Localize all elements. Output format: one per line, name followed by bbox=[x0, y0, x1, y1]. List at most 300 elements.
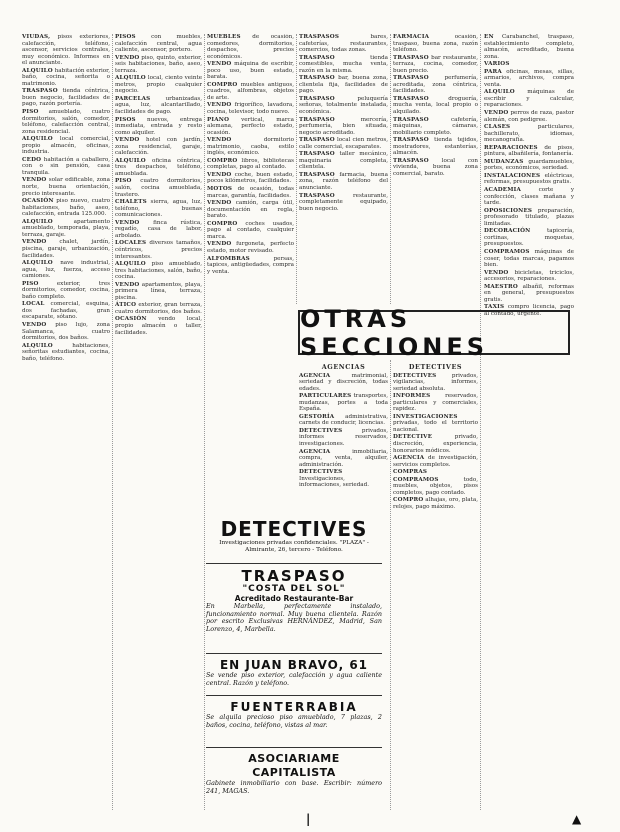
classified-ad-keyword: GESTORÍA bbox=[299, 413, 335, 420]
classified-ad-text: de investigación, servicios completos. bbox=[393, 455, 478, 468]
classified-ad bbox=[22, 34, 110, 67]
classified-ad-keyword: VENDO bbox=[207, 102, 232, 109]
traspaso-ad-subtitle: "COSTA DEL SOL" bbox=[242, 584, 346, 594]
classified-ad bbox=[393, 393, 478, 413]
classified-ad bbox=[393, 55, 478, 75]
classified-ad bbox=[484, 228, 574, 248]
classified-ad bbox=[207, 200, 294, 220]
asociarme-ad-body: Gabinete inmobiliario con base. Escribir: número 241, MAGAS. bbox=[206, 779, 382, 795]
classified-ad bbox=[484, 69, 574, 89]
column-rule bbox=[204, 34, 205, 810]
classified-ad bbox=[115, 137, 202, 157]
classified-ad-keyword: TRASPASO bbox=[393, 54, 429, 61]
classified-ad-text: privados, informes reservados, investigaciones. bbox=[299, 427, 388, 448]
classified-ad-text: mercería, perfumería, bien situada, negocio acreditado. bbox=[299, 116, 388, 136]
classified-ad-keyword: VENDO bbox=[207, 241, 232, 248]
classified-ad-keyword: VENDO bbox=[207, 200, 232, 207]
classified-ad-text: preparación, profesorado titulado, plazas limitadas. bbox=[484, 207, 574, 227]
classified-ad bbox=[299, 96, 388, 116]
classified-ad bbox=[22, 322, 110, 342]
classified-ad-keyword: CHALETS bbox=[115, 199, 147, 206]
classified-ad bbox=[393, 497, 478, 510]
classified-ad-text: transportes, mudanzas, portes a toda España. bbox=[299, 393, 388, 413]
classified-ad-keyword: TRASPASO bbox=[299, 116, 335, 123]
classified-ad-text: bar restaurante, terraza, cocina, comedor, buen precio. bbox=[393, 54, 478, 74]
classified-ad-keyword: PISOS bbox=[115, 34, 136, 40]
classified-ad-keyword: COMPRAMOS bbox=[484, 248, 530, 255]
classified-ad-keyword: OPOSICIONES bbox=[484, 207, 533, 214]
classified-ad-text: apartamento amueblado, temporada, playa, terraza, garaje. bbox=[22, 218, 110, 238]
classified-ad-text: de ocasión, todas marcas, garantía, facilidades. bbox=[207, 186, 294, 199]
classified-ad-text: perros de raza, pastor alemán, con pedigree. bbox=[484, 110, 574, 123]
classified-ad-text: guardamuebles, portes, económicos, seriedad. bbox=[484, 158, 574, 172]
classified-ad-keyword: ALQUILO bbox=[115, 261, 146, 268]
classified-ad-text: tienda céntrica, buen negocio, facilidades de pago, razón portería. bbox=[22, 88, 110, 108]
classified-ad-keyword: ALQUILO bbox=[115, 157, 146, 164]
classified-ad bbox=[393, 414, 478, 434]
classified-ad-keyword: TRASPASO bbox=[299, 54, 335, 61]
classified-ad-text: vendo local, propio almacén o taller, facilidades. bbox=[115, 316, 202, 336]
classified-ad-keyword: PIANO bbox=[207, 116, 230, 123]
classified-ad-text: piso nuevo, cuatro habitaciones, baño, aseo, calefacción, entrada 125.000. bbox=[22, 198, 110, 218]
classified-ad bbox=[115, 178, 202, 198]
classified-ad-text: comercial, esquina, dos fachadas, gran escaparate, sótano. bbox=[22, 301, 110, 321]
classified-ad-keyword: ALQUILO bbox=[22, 218, 53, 225]
classified-ad-text: diversos tamaños, céntricos, precios interesantes. bbox=[115, 240, 202, 260]
classified-column-2 bbox=[115, 34, 202, 809]
classified-ad-text: chalet, jardín, piscina, garaje, urbanización, facilidades. bbox=[22, 239, 110, 259]
classified-ad-keyword: DETECTIVES bbox=[393, 372, 437, 379]
classified-ad-text: farmacia, buena zona, razón teléfono del anunciante. bbox=[299, 171, 388, 192]
classified-ad-keyword: TRASPASO bbox=[299, 75, 335, 82]
classified-ad bbox=[393, 117, 478, 137]
classified-ad bbox=[115, 96, 202, 116]
agencias-column bbox=[299, 362, 388, 512]
classified-ad bbox=[299, 55, 388, 75]
classified-ad-text: habitación exterior, baño, cocina, señorita o matrimonio. bbox=[22, 67, 110, 87]
classified-ad-text: tienda tejidos, mostradores, estanterías, almacén. bbox=[393, 137, 478, 157]
classified-ad-keyword: VENDO bbox=[484, 269, 509, 276]
classified-ad-text: local con vivienda, buena zona comercial, barato. bbox=[393, 157, 478, 177]
classified-column-1 bbox=[22, 34, 110, 809]
classified-ad-text: taller mecánico, maquinaria completa, clientela. bbox=[299, 151, 388, 171]
classified-ad-keyword: ALFOMBRAS bbox=[207, 255, 250, 262]
classified-ad bbox=[115, 117, 202, 137]
classified-ad-text: de pisos, pintura, albañilería, fontanería. bbox=[484, 144, 574, 158]
classified-ad bbox=[484, 145, 574, 158]
classified-ad-keyword: ALQUILO bbox=[115, 75, 146, 82]
classified-ad bbox=[299, 373, 388, 393]
classified-ad-text: inmobiliaria, compra, venta, alquiler, administración. bbox=[299, 448, 388, 468]
classified-ad-text: coche, buen estado, pocos kilómetros, facilidades. bbox=[207, 171, 294, 185]
classified-ad-keyword: TRASPASO bbox=[393, 157, 429, 164]
classified-ad-text: matrimonial, seriedad y discreción, todas edades. bbox=[299, 372, 388, 392]
classified-ad-text: corte y confección, clases mañana y tarde. bbox=[484, 187, 574, 207]
classified-ad bbox=[22, 198, 110, 218]
classified-ad bbox=[115, 282, 202, 302]
classified-ad-text: exterior, tres dormitorios, comedor, cocina, baño completo. bbox=[22, 280, 110, 300]
section-banner-label: OTRAS SECCIONES bbox=[300, 304, 489, 361]
classified-ad-keyword: VENDO bbox=[484, 110, 509, 117]
classified-ad bbox=[484, 124, 574, 144]
classified-ad bbox=[207, 137, 294, 157]
classified-ad-text: oficina céntrica, tres despachos, teléfono, amueblada. bbox=[115, 157, 202, 177]
classified-ad-keyword: TRASPASO bbox=[299, 171, 335, 178]
classified-ad bbox=[115, 261, 202, 281]
classified-ad-keyword: VENDO bbox=[207, 61, 232, 68]
classified-ad-text: con muebles, calefacción central, agua caliente, ascensor, portero. bbox=[115, 34, 202, 54]
juan-bravo-ad-body: Se vende piso exterior, calefacción y agua caliente central. Razón y teléfono. bbox=[206, 671, 382, 687]
classified-ad bbox=[299, 428, 388, 448]
classified-ad-keyword: ACADEMIA bbox=[484, 187, 521, 194]
classified-ad-text: hotel con jardín, zona residencial, garaje, calefacción. bbox=[115, 137, 202, 157]
classified-ad-keyword: COMPRAMOS bbox=[393, 476, 439, 483]
classified-ad-keyword: TRASPASO bbox=[393, 95, 429, 102]
classified-ad-keyword: VENDO bbox=[22, 177, 47, 184]
classified-ad-text: habitación a caballero, con o sin pensión, casa tranquila. bbox=[22, 156, 110, 176]
classified-ad bbox=[299, 449, 388, 469]
classified-ad-keyword: PARTICULARES bbox=[299, 393, 352, 400]
classified-ad-text: persas, tapices, antigüedades, compra y venta. bbox=[207, 255, 294, 275]
classified-ad-keyword: INSTALACIONES bbox=[484, 172, 541, 179]
classified-ad-keyword: FARMACIA bbox=[393, 34, 430, 40]
classified-column-4 bbox=[299, 34, 388, 302]
classified-ad-text: vertical, marca alemana, perfecto estado, ocasión. bbox=[207, 116, 294, 136]
registration-mark: | bbox=[306, 812, 311, 826]
classified-ad bbox=[484, 187, 574, 207]
classified-ad bbox=[207, 102, 294, 115]
traspaso-ad bbox=[206, 568, 382, 654]
classified-ad-text: apartamentos, playa, primera línea, terraza, piscina. bbox=[115, 281, 202, 301]
classified-ad-text: eléctricas, reformas, presupuestos gratis. bbox=[484, 172, 574, 186]
classified-ad bbox=[22, 219, 110, 239]
classified-ad bbox=[207, 82, 294, 102]
classified-ad bbox=[484, 270, 574, 283]
classified-ad bbox=[484, 208, 574, 228]
classified-ad bbox=[207, 186, 294, 199]
classified-ad bbox=[207, 241, 294, 254]
classified-ad bbox=[207, 117, 294, 137]
classified-ad bbox=[299, 34, 388, 54]
column-rule bbox=[390, 34, 391, 304]
detectives-ad-line: Investigaciones privadas confidenciales. "PLAZA" - Almirante, 26, tercero - Teléfono. bbox=[219, 540, 369, 553]
classified-ad bbox=[207, 172, 294, 185]
classified-ad-keyword: TRASPASO bbox=[393, 116, 429, 123]
traspaso-ad-subtitle-2: Acreditado Restaurante-Bar bbox=[234, 594, 354, 603]
section-heading: AGENCIAS bbox=[321, 363, 366, 371]
classified-ad bbox=[393, 137, 478, 157]
classified-ad-keyword: VENDO bbox=[115, 281, 140, 288]
classified-ad-keyword: INFORMES bbox=[393, 393, 431, 400]
classified-ad bbox=[484, 34, 574, 60]
classified-ad-keyword: OCASIÓN bbox=[22, 198, 54, 205]
classified-ad bbox=[207, 61, 294, 81]
detectives-ad-title: DETECTIVES bbox=[220, 517, 368, 541]
classified-ad-text: máquina de escribir, poco uso, buen estado, barata. bbox=[207, 61, 294, 81]
classified-ad-text: amueblado, cuatro dormitorios, salón, comedor, teléfono, calefacción central, zona residencial. bbox=[22, 109, 110, 135]
classified-ad-keyword: COMPRO bbox=[393, 497, 424, 504]
classified-ad-text: nave industrial, agua, luz, fuerza, acceso camiones. bbox=[22, 260, 110, 280]
classified-ad-keyword: OCASIÓN bbox=[115, 316, 147, 323]
traspaso-ad-body: En Marbella, perfectamente instalado, funcionamiento normal. Muy buena clientela. Razón por escrito Exclusivas HERNÁNDEZ, Madrid, San Lorenzo, 4, Marbella. bbox=[206, 602, 382, 633]
classified-ad bbox=[393, 469, 478, 476]
classified-ad-text: local cien metros, calle comercial, escaparates. bbox=[299, 137, 388, 150]
classified-ad bbox=[299, 393, 388, 413]
classified-ad bbox=[393, 373, 478, 393]
classified-ad-keyword: DETECTIVE bbox=[393, 434, 433, 441]
classified-ad bbox=[22, 157, 110, 177]
classified-ad-keyword: TRASPASO bbox=[299, 137, 335, 144]
classified-ad-keyword: MAESTRO bbox=[484, 283, 518, 290]
classified-ad-keyword: PARA bbox=[484, 68, 502, 75]
classified-ad-keyword: PISOS bbox=[115, 116, 136, 123]
column-rule bbox=[112, 34, 113, 810]
classified-ad-text: libros, bibliotecas completas, pago al contado. bbox=[207, 157, 294, 171]
classified-ad-text: bar, buena zona, clientela fija, facilidades de pago. bbox=[299, 75, 388, 95]
classified-ad-text: alhajas, oro, plata, relojes, pago máximo. bbox=[393, 497, 478, 510]
classified-ad-keyword: ALQUILO bbox=[484, 89, 515, 96]
classified-column-3 bbox=[207, 34, 294, 302]
classified-ad bbox=[484, 110, 574, 123]
classified-column-5 bbox=[393, 34, 478, 302]
classified-ad-keyword: TRASPASO bbox=[393, 137, 429, 144]
classified-ad-keyword: AGENCIA bbox=[299, 372, 331, 379]
classified-ad bbox=[115, 199, 202, 219]
classified-ad bbox=[484, 61, 574, 68]
classified-ad bbox=[22, 260, 110, 280]
classified-ad-text: perfumería, acreditada, zona céntrica, facilidades. bbox=[393, 75, 478, 95]
classified-ad bbox=[207, 221, 294, 241]
classified-ad bbox=[393, 75, 478, 95]
classified-ad bbox=[484, 284, 574, 304]
classified-ad-keyword: CEDO bbox=[22, 156, 42, 163]
classified-ad bbox=[299, 414, 388, 427]
classified-ad-text: piso, quinto, exterior, seis habitaciones, baño, aseo, terraza. bbox=[115, 54, 202, 74]
classified-ad-keyword: VENDO bbox=[22, 321, 47, 328]
classified-ad bbox=[115, 75, 202, 95]
classified-ad-keyword: MUDANZAS bbox=[484, 158, 524, 165]
classified-ad-text: bares, cafeterías, restaurantes, comercios, todas zonas. bbox=[299, 34, 388, 54]
classified-ad-keyword: EN bbox=[484, 34, 494, 40]
classified-ad-keyword: TRASPASOS bbox=[299, 34, 340, 40]
classified-ad-keyword: PISO bbox=[115, 178, 132, 185]
classified-ad-text: ocasión, traspaso, buena zona, razón teléfono. bbox=[393, 34, 478, 54]
classified-ad-text: frigorífico, lavadora, cocina, televisor, todo nuevo. bbox=[207, 102, 294, 116]
classified-ad-text: solar edificable, zona norte, buena orientación, precio interesante. bbox=[22, 177, 110, 197]
classified-ad bbox=[115, 240, 202, 260]
classified-ad-text: peluquería señoras, totalmente instalada, económica. bbox=[299, 95, 388, 116]
classified-ad-keyword: COMPRO bbox=[207, 157, 238, 164]
classified-ad-keyword: DETECTIVES bbox=[299, 469, 343, 476]
classified-ad-keyword: TRASPASO bbox=[299, 95, 335, 102]
classified-ad bbox=[115, 316, 202, 336]
classified-ad-text: máquinas de escribir y calcular, reparaciones. bbox=[484, 89, 574, 109]
classified-ad-keyword: TRASPASO bbox=[299, 192, 335, 199]
classified-ad-text: cafetería, máquinas, cámaras, mobiliario completo. bbox=[393, 116, 478, 136]
classified-ad-keyword: COMPRO bbox=[207, 81, 238, 88]
classified-ad-keyword: COMPRAS bbox=[393, 469, 428, 476]
classified-ad-keyword: VARIOS bbox=[484, 61, 510, 68]
classified-ad-text: nuevos, entrega inmediata, entrada y resto como alquiler. bbox=[115, 116, 202, 136]
classified-ad bbox=[484, 173, 574, 186]
classified-ad-keyword: AGENCIA bbox=[299, 448, 331, 455]
classified-ad-keyword: AGENCIA bbox=[393, 455, 425, 462]
classified-ad-text: local, ciento veinte metros, propio cualquier negocio. bbox=[115, 75, 202, 95]
classified-ad-text: finca rústica, regadío, casa de labor, arbolado. bbox=[115, 219, 202, 239]
classified-ad bbox=[22, 281, 110, 301]
classified-ad-keyword: VENDO bbox=[207, 137, 232, 144]
classified-ad-keyword: TRASPASO bbox=[22, 88, 58, 95]
detectives-column bbox=[393, 362, 478, 810]
traspaso-ad-title: TRASPASO bbox=[241, 567, 347, 585]
classified-ad-text: oficinas, mesas, sillas, armarios, archivos, compra venta. bbox=[484, 68, 574, 88]
classified-ad-text: Investigaciones, informaciones, seriedad. bbox=[299, 475, 370, 489]
column-rule bbox=[296, 34, 297, 304]
classified-ad-text: compro licencia, pago al contado, urgente. bbox=[484, 304, 574, 317]
juan-bravo-ad-title: EN JUAN BRAVO, 61 bbox=[219, 658, 369, 672]
classified-ad bbox=[484, 159, 574, 172]
classified-ad bbox=[484, 89, 574, 109]
classified-ad bbox=[393, 158, 478, 178]
classified-ad bbox=[22, 343, 110, 363]
classified-ad-keyword: VENDO bbox=[115, 219, 140, 226]
classified-ad-text: dormitorio matrimonio, caoba, estilo inglés, económico. bbox=[207, 137, 294, 157]
classified-ad bbox=[22, 177, 110, 197]
classified-ad-keyword: VENDO bbox=[115, 137, 140, 144]
classified-ad-keyword: ALQUILO bbox=[22, 67, 53, 74]
classified-ad-keyword: MUEBLES bbox=[207, 34, 241, 40]
column-rule bbox=[480, 34, 481, 810]
classified-ad bbox=[22, 88, 110, 108]
classified-ad-keyword: PISO bbox=[22, 280, 39, 287]
classified-ad-text: administrativa, carnets de conducir, licencias. bbox=[299, 413, 388, 427]
classified-ad-keyword: TRASPASO bbox=[393, 75, 429, 82]
classified-ad bbox=[207, 158, 294, 171]
classified-ad bbox=[115, 158, 202, 178]
classified-ad-text: muebles antiguos, cuadros, alfombras, objetos de arte. bbox=[207, 81, 294, 101]
section-heading: DETECTIVES bbox=[408, 363, 463, 371]
classified-ad-text: exterior, gran terraza, cuatro dormitorios, dos baños. bbox=[115, 302, 202, 315]
detectives-ad bbox=[206, 518, 382, 564]
classified-ad bbox=[299, 172, 388, 192]
classified-ad-text: bicicletas, triciclos, accesorios, reparaciones. bbox=[484, 269, 574, 283]
classified-ad-keyword: PISO bbox=[22, 109, 39, 116]
classified-ad-keyword: LOCALES bbox=[115, 240, 147, 247]
juan-bravo-ad bbox=[206, 658, 382, 696]
classified-ad bbox=[299, 151, 388, 171]
classified-ad bbox=[22, 239, 110, 259]
classified-ad-text: piso amueblado, tres habitaciones, salón, baño, cocina. bbox=[115, 261, 202, 281]
classified-ad-text: droguería, mucha venta, local propio o alquilado. bbox=[393, 95, 478, 116]
registration-mark: ▲ bbox=[572, 812, 582, 826]
classified-ad-text: particulares, bachillerato, idiomas, mecanografía. bbox=[484, 124, 574, 144]
classified-ad bbox=[299, 137, 388, 150]
classified-ad bbox=[115, 220, 202, 240]
classified-ad-text: privadas, todo el territorio nacional. bbox=[393, 420, 478, 433]
classified-ad bbox=[393, 455, 478, 468]
classified-ad-text: reservados, particulares y comerciales, rapidez. bbox=[393, 393, 478, 413]
classified-ad-text: pisos exteriores, calefacción, teléfono, ascensor, servicios centrales, muy económico. Informes en el anunciante. bbox=[22, 34, 110, 67]
classified-ad bbox=[115, 34, 202, 54]
classified-ad-text: cuatro dormitorios, salón, cocina amueblada, trastero. bbox=[115, 178, 202, 198]
classified-ad bbox=[393, 34, 478, 54]
classified-column-6 bbox=[484, 34, 574, 809]
classified-ad bbox=[115, 302, 202, 315]
classified-ad-text: tapicería, cortinas, moquetas, presupuestos. bbox=[484, 228, 574, 248]
classified-ad-keyword: MOTOS bbox=[207, 186, 233, 193]
asociarme-ad bbox=[206, 752, 382, 802]
classified-ad-text: sierra, agua, luz, teléfono, buenas comunicaciones. bbox=[115, 199, 202, 219]
asociarme-ad-title: ASOCIARIAME CAPITALISTA bbox=[248, 752, 340, 779]
classified-ad-text: Carabanchel, traspaso, establecimiento completo, almacén, acreditado, buena zona. bbox=[484, 34, 574, 60]
classified-ad-keyword: ÁTICO bbox=[115, 302, 137, 309]
classified-ad-keyword: TRASPASO bbox=[299, 151, 335, 158]
classified-ad bbox=[299, 469, 388, 489]
classified-ad bbox=[299, 75, 388, 95]
classified-ad bbox=[299, 117, 388, 137]
classified-ad-keyword: DECORACIÓN bbox=[484, 228, 531, 235]
classified-ad-keyword: VIUDAS, bbox=[22, 34, 51, 40]
classified-ad-keyword: CLASES bbox=[484, 124, 511, 131]
classified-ad-keyword: ALQUILO bbox=[22, 260, 53, 267]
classified-ad-text: habitaciones, señoritas estudiantes, cocina, baño, teléfono. bbox=[22, 342, 110, 362]
classified-ad-text: restaurante, completamente equipado, buen negocio. bbox=[299, 192, 388, 212]
classified-ad-keyword: VENDO bbox=[22, 239, 47, 246]
classified-ad-text: privado, discreción, experiencia, honorarios módicos. bbox=[393, 434, 478, 454]
fuenterrabia-ad-title: FUENTERRABIA bbox=[230, 700, 358, 714]
classified-ad bbox=[22, 109, 110, 135]
classified-ad-text: privados, vigilancias, informes, seriedad absoluta. bbox=[393, 372, 478, 392]
classified-ad-keyword: REPARACIONES bbox=[484, 144, 538, 151]
classified-ad-keyword: TAXIS bbox=[484, 304, 505, 311]
classified-ad bbox=[22, 68, 110, 88]
classified-ad-text: piso lujo, zona Salamanca, cuatro dormitorios, dos baños. bbox=[22, 321, 110, 342]
classified-ad-keyword: LOCAL bbox=[22, 301, 45, 308]
classified-ad-text: albañil, reformas en general, presupuestos gratis. bbox=[484, 283, 574, 303]
classified-ad bbox=[484, 249, 574, 269]
classified-ad-keyword: VENDO bbox=[207, 171, 232, 178]
classified-ad bbox=[207, 34, 294, 60]
classified-ad-keyword: PARCELAS bbox=[115, 95, 151, 102]
classified-ad bbox=[393, 96, 478, 116]
classified-ad bbox=[22, 136, 110, 156]
classified-ad-text: tienda comestibles, mucha venta, razón en la misma. bbox=[299, 54, 388, 74]
classified-ad-text: camión, carga útil, documentación en regla, barato. bbox=[207, 200, 294, 220]
classified-ad-keyword: INVESTIGACIONES bbox=[393, 413, 458, 420]
fuenterrabia-ad-body: Se alquila precioso piso amueblado, 7 plazas, 2 baños, cocina, teléfono, vistas al mar. bbox=[206, 713, 382, 729]
column-rule bbox=[390, 360, 391, 810]
classified-ad bbox=[393, 477, 478, 497]
classified-ad-keyword: DETECTIVES bbox=[299, 427, 343, 434]
classified-ad-text: de ocasión, comedores, dormitorios, despachos, precios económicos. bbox=[207, 34, 294, 60]
classified-ad-keyword: COMPRO bbox=[207, 220, 238, 227]
classified-ad-text: coches usados, pago al contado, cualquier marca. bbox=[207, 220, 294, 240]
classified-ad bbox=[299, 193, 388, 213]
classified-ad-keyword: ALQUILO bbox=[22, 136, 53, 143]
classified-ad-text: furgoneta, perfecto estado, motor revisado. bbox=[207, 241, 294, 254]
classified-ad-text: máquinas de coser, todas marcas, pagamos bien. bbox=[484, 248, 574, 269]
classified-ad-keyword: VENDO bbox=[115, 54, 140, 61]
classified-ad-keyword: ALQUILO bbox=[22, 342, 53, 349]
classified-ad bbox=[393, 434, 478, 454]
classified-ad bbox=[115, 55, 202, 75]
classified-ad-text: todo, muebles, objetos, pisos completos, pago contado. bbox=[393, 476, 478, 496]
classified-ad bbox=[22, 301, 110, 321]
fuenterrabia-ad bbox=[206, 700, 382, 748]
classified-ad bbox=[207, 256, 294, 276]
classified-ad-text: urbanizadas, agua, luz, alcantarillado, facilidades de pago. bbox=[115, 95, 202, 116]
classified-ad-text: local comercial, propio almacén, oficinas, industria. bbox=[22, 136, 110, 156]
